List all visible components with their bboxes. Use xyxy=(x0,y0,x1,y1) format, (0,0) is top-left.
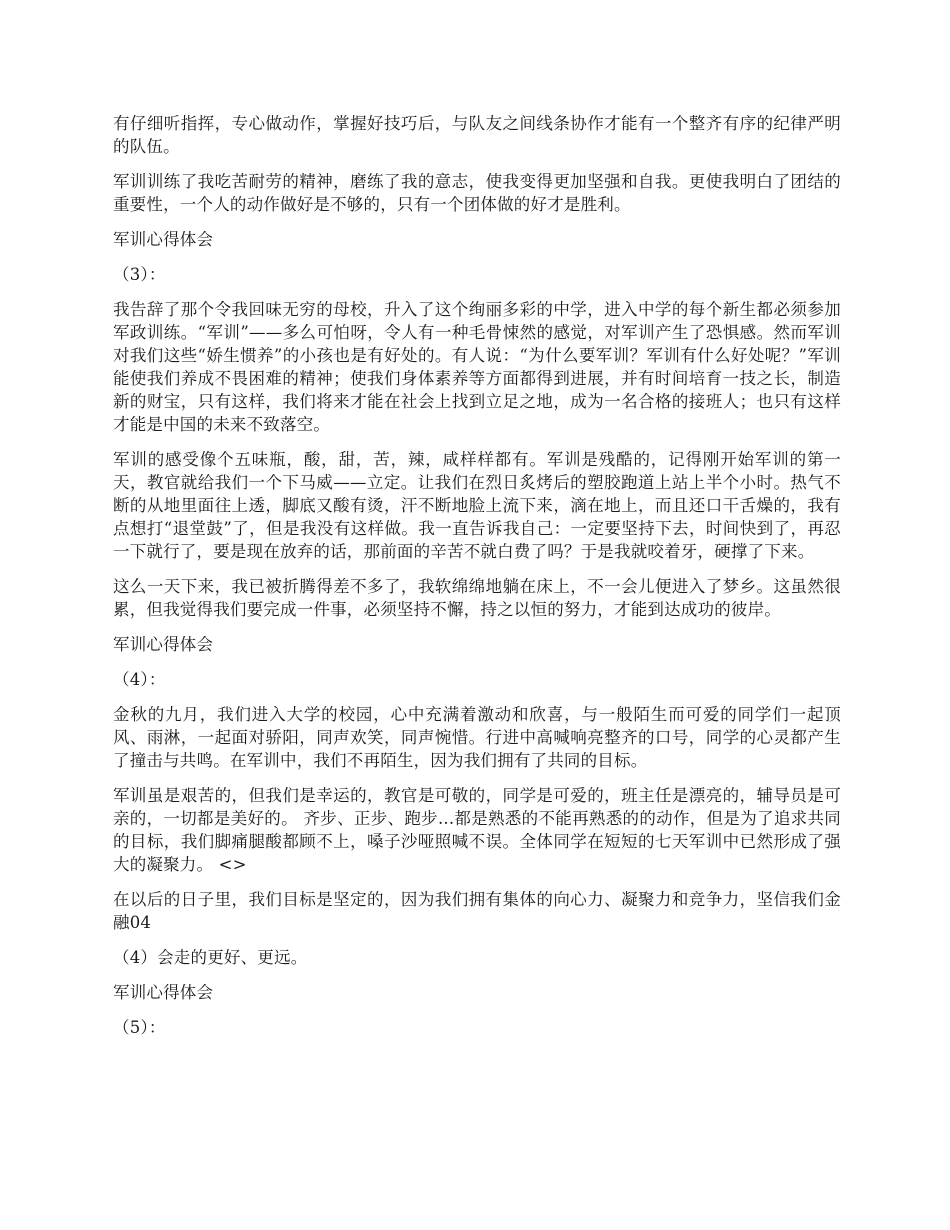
paragraph-teamwork-end: 有仔细听指挥，专心做动作，掌握好技巧后，与队友之间线条协作才能有一个整齐有序的纪律严明的队伍。 xyxy=(113,114,841,156)
section-heading-3: 军训心得体会 xyxy=(113,230,214,249)
paragraph-4-hardship: 军训虽是艰苦的，但我们是幸运的，教官是可敬的，同学是可爱的，班主任是漂亮的，辅导员是可亲的，一切都是美好的。 齐步、正步、跑步...都是熟悉的不能再熟悉的的动作，但是为了追求共同的目标，我们脚痛腿酸都顾不上，嗓子沙哑照喊不误。全体同学在短短的七天军训中已然形成了强大的凝聚力。 <> xyxy=(113,786,841,874)
section-number-4: （4）： xyxy=(113,670,166,689)
paragraph-3-intro: 我告辞了那个令我回味无穷的母校，升入了这个绚丽多彩的中学，进入中学的每个新生都必须参加军政训练。“军训”——多么可怕呀，令人有一种毛骨悚然的感觉，对军训产生了恐惧感。然而军训对我们这些“娇生惯养”的小孩也是有好处的。有人说：“为什么要军训？军训有什么好处呢？”军训能使我们养成不畏困难的精神；使我们身体素养等方面都得到进展，并有时间培育一技之长，制造新的财宝，只有这样，我们将来才能在社会上找到立足之地，成为一名合格的接班人；也只有这样才能是中国的未来不致落空。 xyxy=(113,300,841,434)
section-number-3: （3）： xyxy=(113,265,166,284)
section-heading-4: 军训心得体会 xyxy=(113,635,214,654)
section-heading-5: 军训心得体会 xyxy=(113,983,214,1002)
paragraph-4-intro: 金秋的九月，我们进入大学的校园，心中充满着激动和欣喜，与一般陌生而可爱的同学们一起顶风、雨淋，一起面对骄阳，同声欢笑，同声惋惜。行进中高喊响亮整齐的口号，同学的心灵都产生了撞击与共鸣。在军训中，我们不再陌生，因为我们拥有了共同的目标。 xyxy=(113,705,841,770)
section-number-5: （5）： xyxy=(113,1018,166,1037)
paragraph-3-conclusion: 这么一天下来，我已被折腾得差不多了，我软绵绵地躺在床上，不一会儿便进入了梦乡。这虽然很累，但我觉得我们要完成一件事，必须坚持不懈，持之以恒的努力，才能到达成功的彼岸。 xyxy=(113,577,841,619)
paragraph-3-feeling: 军训的感受像个五味瓶，酸，甜，苦，辣，咸样样都有。军训是残酷的，记得刚开始军训的第一天，教官就给我们一个下马威——立定。让我们在烈日炙烤后的塑胶跑道上站上半个小时。热气不断的从地里面往上透，脚底又酸有烫，汗不断地脸上流下来，滴在地上，而且还口干舌燥的，我有点想打“退堂鼓”了，但是我没有这样做。我一直告诉我自己：一定要坚持下去，时间快到了，再忍一下就行了，要是现在放弃的话，那前面的辛苦不就白费了吗？于是我就咬着牙，硬撑了下来。 xyxy=(113,450,841,561)
paragraph-4-closing: （4）会走的更好、更远。 xyxy=(113,948,308,967)
paragraph-training-benefits: 军训训练了我吃苦耐劳的精神，磨练了我的意志，使我变得更加坚强和自我。更使我明白了团结的重要性，一个人的动作做好是不够的，只有一个团体做的好才是胜利。 xyxy=(113,172,841,214)
document-page xyxy=(113,112,841,1051)
paragraph-4-future: 在以后的日子里，我们目标是坚定的，因为我们拥有集体的向心力、凝聚力和竞争力，坚信我们金融04 xyxy=(113,890,841,932)
